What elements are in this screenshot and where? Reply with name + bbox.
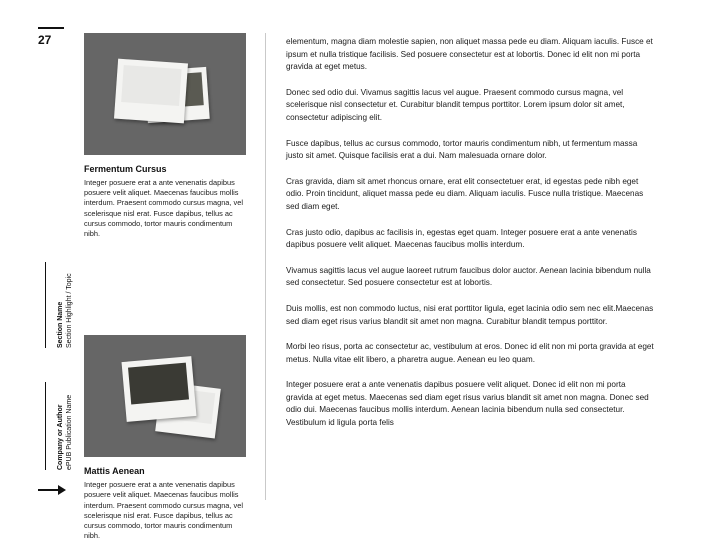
publication-label-line2: ePUB Publication Name bbox=[66, 394, 73, 470]
column-divider bbox=[265, 33, 266, 500]
publication-label bbox=[56, 395, 74, 470]
polaroid-frame-front bbox=[122, 356, 197, 422]
polaroid-photo bbox=[128, 363, 189, 405]
figure-title: Mattis Aenean bbox=[84, 466, 145, 477]
figure-caption: Integer posuere erat a ante venenatis dapibus posuere velit aliquet. Maecenas faucibus mollis interdum. Praesent commodo cursus magna, vel scelerisque nisl erat. Fusce dapibus, tellus ac cursus commodo, tortor mauris condimentum nibh. bbox=[84, 480, 243, 541]
figure-block bbox=[84, 335, 246, 541]
section-label-line2: Section Highlight / Topic bbox=[66, 273, 73, 348]
arrow-right-icon bbox=[38, 484, 66, 496]
polaroid-frame-front bbox=[114, 59, 188, 124]
body-paragraph: Vivamus sagittis lacus vel augue laoreet rutrum faucibus dolor auctor. Aenean lacinia bibendum nulla sed consectetur. Sed posuere consectetur est at lobortis. bbox=[286, 265, 651, 288]
arrow-shaft bbox=[38, 489, 60, 491]
page-number-rule bbox=[38, 27, 64, 29]
page-margin-column bbox=[0, 0, 72, 533]
body-paragraph: Fusce dapibus, tellus ac cursus commodo, tortor mauris condimentum nibh, ut fermentum massa justo sit amet. Quisque facilisis erat a dui. Nam malesuada ornare dolor. bbox=[286, 138, 638, 161]
publication-label-rule bbox=[45, 382, 46, 470]
page-number: 27 bbox=[38, 33, 52, 47]
section-label-rule bbox=[45, 262, 46, 348]
body-paragraph: elementum, magna diam molestie sapien, non aliquet massa pede eu diam. Aliquam iaculis. Fusce et ipsum et nulla tristique facilisis. Sed posuere consectetur est at lobortis. Donec id elit non mi porta gravida at eget metus. bbox=[286, 37, 653, 72]
figure-title: Fermentum Cursus bbox=[84, 164, 167, 174]
figure-caption: Integer posuere erat a ante venenatis dapibus posuere velit aliquet. Maecenas faucibus mollis interdum. Praesent commodo cursus magna, vel scelerisque nisl erat. Fusce dapibus, tellus ac cursus commodo, tortor mauris condimentum nibh. bbox=[84, 178, 243, 239]
figure-image bbox=[84, 335, 246, 457]
body-paragraph: Donec sed odio dui. Vivamus sagittis lacus vel augue. Praesent commodo cursus magna, vel scelerisque nisl consectetur et. Curabitur blandit tempus porttitor. Lorem ipsum dolor sit amet, consectetur adipiscing elit. bbox=[286, 87, 625, 122]
body-paragraph: Morbi leo risus, porta ac consectetur ac, vestibulum at eros. Donec id elit non mi porta gravida at eget metus. Nulla vitae elit libero, a pharetra augue. Aenean eu leo quam. bbox=[286, 342, 654, 364]
body-paragraph: Cras gravida, diam sit amet rhoncus ornare, erat elit consectetuer erat, id egestas pede nibh eget odio. Proin tincidunt, aliquet massa pede eu diam. Aliquam iaculis. Fusce nulla tristique. Maecenas sed diam eget. bbox=[286, 176, 644, 211]
body-text-column bbox=[286, 36, 654, 430]
figures-column bbox=[84, 33, 246, 555]
polaroid-photo bbox=[121, 65, 181, 106]
body-paragraph: Duis mollis, est non commodo luctus, nisi erat porttitor ligula, eget lacinia odio sem nec elit.Maecenas sed diam eget risus varius blandit sit amet non magna. Curabitur blandit tempus porttitor. bbox=[286, 303, 654, 326]
section-label-line1: Section Name bbox=[57, 301, 64, 348]
figure-image bbox=[84, 33, 246, 155]
body-paragraph: Integer posuere erat a ante venenatis dapibus posuere velit aliquet. Donec id elit non mi porta gravida at eget metus. Maecenas sed diam eget risus varius blandit sit amet non magna. Donec sed odio dui. Maecenas faucibus mollis interdum. Aenean lacinia bibendum nulla sed consectetur. Vestibulum id ligula porta felis bbox=[286, 380, 649, 428]
body-paragraph: Cras justo odio, dapibus ac facilisis in, egestas eget quam. Integer posuere erat a ante venenatis dapibus posuere velit aliquet. Maecenas faucibus mollis interdum. bbox=[286, 227, 637, 250]
arrow-head bbox=[58, 485, 66, 495]
publication-label-line1: Company or Author bbox=[57, 404, 64, 470]
figure-block bbox=[84, 33, 246, 239]
section-label bbox=[56, 273, 74, 348]
